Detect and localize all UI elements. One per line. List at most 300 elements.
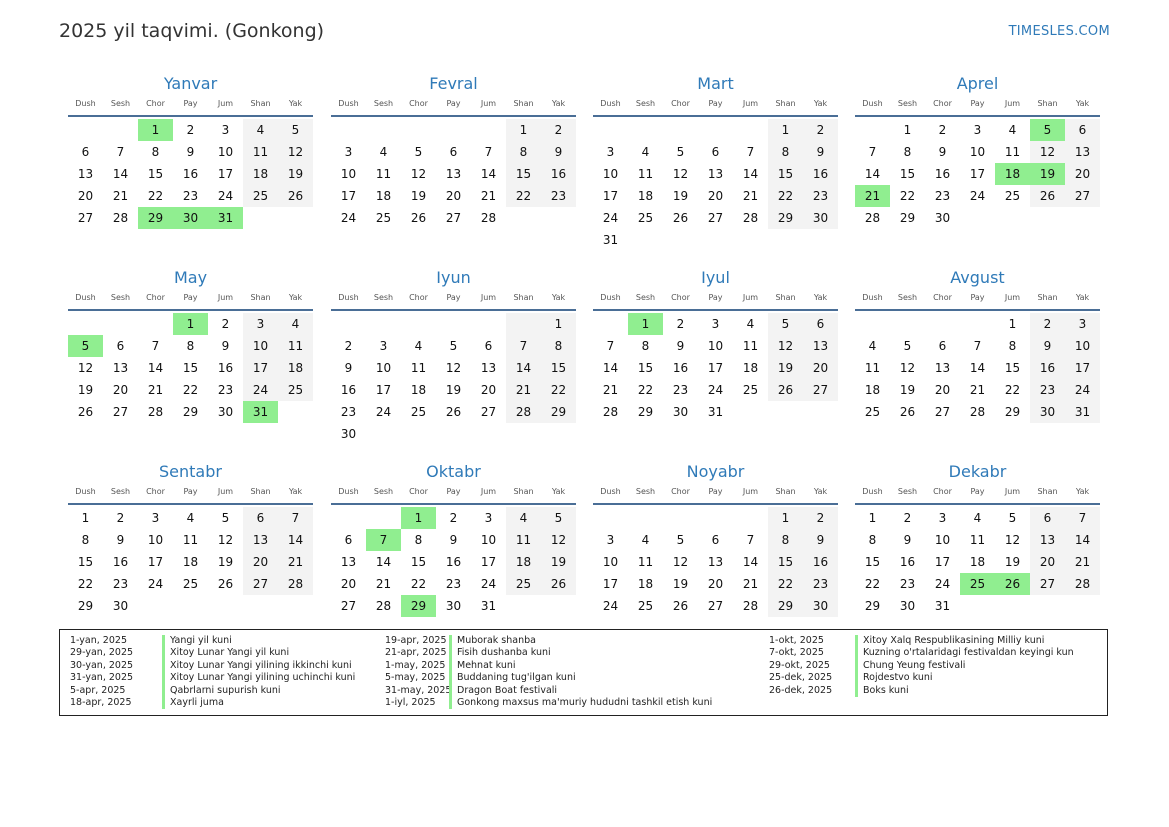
day-cell: 25 [742, 383, 759, 397]
day-cell: 23 [672, 383, 689, 397]
day-grid [68, 119, 313, 229]
weekday-label: Shan [1037, 293, 1058, 302]
day-cell: 28 [278, 573, 313, 595]
holiday-day-cell: 29 [138, 207, 173, 229]
day-cell: 30 [803, 207, 838, 229]
weekday-header [68, 98, 313, 117]
weekday-label: Dush [600, 99, 621, 108]
legend-item [769, 660, 1074, 672]
day-cell: 11 [278, 335, 313, 357]
day-cell: 30 [899, 599, 916, 613]
day-cell: 1 [768, 119, 803, 141]
weekday-label: Dush [75, 293, 96, 302]
day-cell: 16 [934, 167, 951, 181]
weekday-label: Dush [338, 487, 359, 496]
day-cell: 1 [903, 123, 912, 137]
weekday-label: Yak [1075, 99, 1090, 108]
month-name: Iyun [436, 268, 471, 287]
empty-cell [278, 595, 313, 617]
legend-holiday-name: Gonkong maxsus ma'muriy hududni tashkil etish kuni [449, 697, 712, 709]
day-cell: 27 [445, 211, 462, 225]
day-cell: 9 [803, 529, 838, 551]
holiday-day-cell: 26 [995, 573, 1030, 595]
weekday-label: Dush [338, 99, 359, 108]
empty-cell [436, 119, 471, 141]
day-cell: 5 [414, 145, 423, 159]
day-cell: 25 [410, 405, 427, 419]
weekday-label: Chor [146, 293, 165, 302]
empty-cell [733, 507, 768, 529]
day-cell: 24 [217, 189, 234, 203]
day-cell: 10 [243, 335, 278, 357]
empty-cell [366, 313, 401, 335]
day-cell: 13 [1065, 141, 1100, 163]
month-name: Noyabr [686, 462, 745, 481]
day-cell: 6 [484, 339, 493, 353]
day-cell: 3 [221, 123, 230, 137]
day-cell: 12 [1030, 141, 1065, 163]
day-cell: 10 [934, 533, 951, 547]
day-cell: 22 [506, 185, 541, 207]
day-cell: 18 [243, 163, 278, 185]
day-cell: 3 [711, 317, 720, 331]
empty-cell [1065, 207, 1100, 229]
month-name: Dekabr [948, 462, 1007, 481]
day-cell: 31 [934, 599, 951, 613]
day-cell: 20 [934, 383, 951, 397]
legend-holiday-name: Chung Yeung festivali [855, 660, 965, 672]
day-cell: 29 [541, 401, 576, 423]
day-cell: 20 [112, 383, 129, 397]
empty-cell [243, 595, 278, 617]
weekday-label: Jum [1004, 293, 1021, 302]
weekday-label: Chor [409, 487, 428, 496]
empty-cell [278, 207, 313, 229]
day-cell: 21 [1065, 551, 1100, 573]
day-cell: 21 [112, 189, 129, 203]
legend-date: 18-apr, 2025 [70, 696, 132, 708]
day-cell: 2 [116, 511, 125, 525]
holiday-day-cell: 25 [960, 573, 995, 595]
day-cell: 8 [1008, 339, 1017, 353]
legend-item [769, 647, 1074, 659]
legend-item [385, 672, 712, 684]
day-cell: 15 [768, 551, 803, 573]
legend-date: 1-iyl, 2025 [385, 696, 436, 708]
day-cell: 13 [112, 361, 129, 375]
legend-date: 26-dek, 2025 [769, 684, 833, 696]
day-cell: 23 [182, 189, 199, 203]
day-cell: 11 [637, 167, 654, 181]
month-name: May [173, 268, 208, 287]
day-cell: 24 [602, 599, 619, 613]
weekday-label: Pay [183, 293, 198, 302]
day-cell: 6 [938, 339, 947, 353]
legend-date: 31-may, 2025 [385, 684, 452, 696]
day-cell: 2 [938, 123, 947, 137]
day-cell: 28 [864, 211, 881, 225]
day-cell: 25 [506, 573, 541, 595]
day-grid [855, 313, 1100, 423]
weekday-label: Jum [1004, 99, 1021, 108]
holiday-day-cell: 19 [1030, 163, 1065, 185]
day-cell: 2 [803, 119, 838, 141]
month-block [855, 462, 1100, 617]
day-cell: 14 [742, 167, 759, 181]
day-cell: 16 [112, 555, 129, 569]
empty-cell [506, 313, 541, 335]
legend-holiday-name: Buddaning tug'ilgan kuni [449, 672, 576, 684]
day-cell: 14 [375, 555, 392, 569]
day-cell: 1 [868, 511, 877, 525]
day-cell: 24 [602, 211, 619, 225]
legend-date: 19-apr, 2025 [385, 635, 447, 646]
day-cell: 29 [182, 405, 199, 419]
weekday-label: Shan [513, 99, 534, 108]
empty-cell [471, 313, 506, 335]
day-cell: 8 [768, 141, 803, 163]
empty-cell [506, 595, 541, 617]
empty-cell [628, 119, 663, 141]
day-cell: 1 [506, 119, 541, 141]
weekday-label: Yak [1075, 293, 1090, 302]
month-name: Fevral [429, 74, 478, 93]
legend-holiday-name: Qabrlarni supurish kuni [162, 685, 281, 697]
day-grid [855, 507, 1100, 617]
empty-cell [331, 507, 366, 529]
day-cell: 20 [707, 577, 724, 591]
empty-cell [331, 119, 366, 141]
empty-cell [401, 423, 436, 445]
day-cell: 17 [147, 555, 164, 569]
day-cell: 15 [768, 163, 803, 185]
weekday-label: Jum [217, 99, 234, 108]
weekday-label: Dush [862, 99, 883, 108]
weekday-label: Pay [183, 99, 198, 108]
day-cell: 23 [217, 383, 234, 397]
day-cell: 5 [676, 533, 685, 547]
empty-cell [541, 207, 576, 229]
weekday-label: Sesh [110, 293, 131, 302]
legend-holiday-name: Xitoy Xalq Respublikasining Milliy kuni [855, 635, 1044, 647]
day-cell: 24 [480, 577, 497, 591]
day-cell: 24 [147, 577, 164, 591]
legend-holiday-name: Yangi yil kuni [162, 635, 232, 647]
legend-item [70, 635, 355, 647]
day-cell: 22 [77, 577, 94, 591]
weekday-label: Dush [338, 293, 359, 302]
weekday-label: Sesh [635, 293, 656, 302]
day-cell: 17 [1065, 357, 1100, 379]
day-cell: 31 [480, 599, 497, 613]
day-cell: 13 [707, 167, 724, 181]
day-cell: 17 [340, 189, 357, 203]
day-cell: 6 [81, 145, 90, 159]
day-cell: 10 [480, 533, 497, 547]
legend-date: 1-may, 2025 [385, 659, 446, 671]
day-cell: 29 [77, 599, 94, 613]
weekday-label: Jum [217, 487, 234, 496]
empty-cell [855, 119, 890, 141]
day-cell: 23 [934, 189, 951, 203]
day-cell: 21 [375, 577, 392, 591]
day-cell: 4 [746, 317, 755, 331]
legend-holiday-name: Xayrli juma [162, 697, 224, 709]
day-cell: 6 [711, 533, 720, 547]
day-cell: 27 [243, 573, 278, 595]
day-cell: 26 [1030, 185, 1065, 207]
weekday-label: Chor [671, 99, 690, 108]
empty-cell [960, 207, 995, 229]
day-cell: 12 [768, 335, 803, 357]
day-cell: 26 [899, 405, 916, 419]
empty-cell [663, 229, 698, 251]
day-cell: 6 [711, 145, 720, 159]
empty-cell [925, 313, 960, 335]
empty-cell [366, 423, 401, 445]
day-cell: 31 [1065, 401, 1100, 423]
weekday-label: Dush [75, 99, 96, 108]
day-cell: 12 [410, 167, 427, 181]
day-cell: 25 [375, 211, 392, 225]
day-cell: 17 [243, 357, 278, 379]
day-cell: 31 [707, 405, 724, 419]
day-cell: 11 [375, 167, 392, 181]
holiday-day-cell: 31 [243, 401, 278, 423]
holiday-day-cell: 5 [1030, 119, 1065, 141]
month-block [593, 74, 838, 251]
day-cell: 9 [344, 361, 353, 375]
day-cell: 27 [1030, 573, 1065, 595]
day-cell: 16 [899, 555, 916, 569]
day-cell: 26 [77, 405, 94, 419]
day-cell: 20 [480, 383, 497, 397]
legend-date: 5-may, 2025 [385, 672, 446, 684]
month-block [331, 462, 576, 617]
day-cell: 23 [445, 577, 462, 591]
day-cell: 7 [151, 339, 160, 353]
day-cell: 8 [641, 339, 650, 353]
day-cell: 7 [1065, 507, 1100, 529]
weekday-label: Jum [217, 293, 234, 302]
day-cell: 17 [480, 555, 497, 569]
day-cell: 29 [864, 599, 881, 613]
brand-link[interactable]: TIMESLES.COM [1008, 24, 1110, 39]
weekday-label: Jum [480, 487, 497, 496]
empty-cell [471, 423, 506, 445]
day-cell: 9 [221, 339, 230, 353]
day-cell: 19 [672, 577, 689, 591]
day-cell: 13 [445, 167, 462, 181]
day-cell: 30 [934, 211, 951, 225]
empty-cell [995, 207, 1030, 229]
empty-cell [698, 507, 733, 529]
day-cell: 12 [672, 555, 689, 569]
day-cell: 12 [1004, 533, 1021, 547]
weekday-label: Yak [813, 487, 828, 496]
day-cell: 16 [340, 383, 357, 397]
day-cell: 23 [541, 185, 576, 207]
day-cell: 28 [969, 405, 986, 419]
month-name: Oktabr [426, 462, 481, 481]
weekday-label: Yak [813, 293, 828, 302]
legend-item [385, 660, 712, 672]
day-cell: 22 [182, 383, 199, 397]
day-cell: 21 [742, 577, 759, 591]
day-grid [331, 313, 576, 445]
weekday-header [855, 292, 1100, 311]
empty-cell [803, 401, 838, 423]
day-cell: 7 [746, 145, 755, 159]
day-cell: 26 [768, 379, 803, 401]
day-cell: 4 [379, 145, 388, 159]
empty-cell [173, 595, 208, 617]
day-cell: 20 [77, 189, 94, 203]
weekday-label: Sesh [897, 99, 918, 108]
day-cell: 16 [672, 361, 689, 375]
weekday-label: Chor [933, 99, 952, 108]
day-cell: 28 [742, 599, 759, 613]
legend-item [385, 647, 712, 659]
day-cell: 18 [969, 555, 986, 569]
day-cell: 17 [969, 167, 986, 181]
month-block [68, 74, 313, 229]
day-cell: 30 [672, 405, 689, 419]
day-grid [593, 507, 838, 617]
day-cell: 17 [602, 189, 619, 203]
day-cell: 18 [864, 383, 881, 397]
month-block [593, 462, 838, 617]
empty-cell [733, 401, 768, 423]
empty-cell [103, 119, 138, 141]
weekday-label: Chor [146, 487, 165, 496]
day-cell: 6 [803, 313, 838, 335]
legend-date: 25-dek, 2025 [769, 672, 833, 684]
day-cell: 22 [147, 189, 164, 203]
day-cell: 30 [803, 595, 838, 617]
weekday-label: Yak [551, 293, 566, 302]
day-cell: 25 [182, 577, 199, 591]
day-cell: 29 [768, 207, 803, 229]
empty-cell [890, 313, 925, 335]
day-cell: 8 [81, 533, 90, 547]
month-block [68, 268, 313, 423]
weekday-label: Chor [933, 293, 952, 302]
day-cell: 17 [375, 383, 392, 397]
day-cell: 22 [541, 379, 576, 401]
day-cell: 2 [541, 119, 576, 141]
legend-holiday-name: Boks kuni [855, 685, 909, 697]
day-cell: 4 [278, 313, 313, 335]
weekday-header [68, 486, 313, 505]
empty-cell [960, 313, 995, 335]
day-cell: 15 [506, 163, 541, 185]
legend-date: 29-yan, 2025 [70, 647, 134, 659]
legend-holiday-name: Xitoy Lunar Yangi yilining ikkinchi kuni [162, 660, 352, 672]
day-cell: 17 [602, 577, 619, 591]
legend-item [769, 635, 1074, 647]
day-cell: 24 [375, 405, 392, 419]
day-cell: 14 [278, 529, 313, 551]
day-cell: 14 [969, 361, 986, 375]
day-cell: 15 [1004, 361, 1021, 375]
empty-cell [698, 119, 733, 141]
day-cell: 30 [217, 405, 234, 419]
weekday-label: Shan [250, 99, 271, 108]
day-cell: 4 [641, 533, 650, 547]
day-cell: 28 [602, 405, 619, 419]
empty-cell [733, 229, 768, 251]
holiday-day-cell: 18 [995, 163, 1030, 185]
weekday-header [68, 292, 313, 311]
day-cell: 20 [243, 551, 278, 573]
day-cell: 22 [899, 189, 916, 203]
empty-cell [278, 401, 313, 423]
month-block [331, 74, 576, 229]
weekday-label: Yak [288, 487, 303, 496]
day-cell: 8 [186, 339, 195, 353]
day-cell: 5 [449, 339, 458, 353]
day-cell: 15 [899, 167, 916, 181]
day-cell: 13 [934, 361, 951, 375]
day-cell: 13 [707, 555, 724, 569]
legend-holiday-name: Mehnat kuni [449, 660, 516, 672]
empty-cell [768, 229, 803, 251]
day-cell: 13 [243, 529, 278, 551]
day-cell: 27 [934, 405, 951, 419]
month-name: Iyul [701, 268, 730, 287]
day-cell: 1 [541, 313, 576, 335]
day-cell: 27 [1065, 185, 1100, 207]
empty-cell [698, 229, 733, 251]
day-cell: 2 [449, 511, 458, 525]
weekday-label: Shan [775, 293, 796, 302]
day-cell: 8 [868, 533, 877, 547]
day-cell: 12 [672, 167, 689, 181]
day-cell: 13 [480, 361, 497, 375]
day-cell: 21 [147, 383, 164, 397]
day-cell: 27 [340, 599, 357, 613]
day-cell: 25 [637, 211, 654, 225]
day-cell: 3 [344, 145, 353, 159]
day-cell: 19 [1004, 555, 1021, 569]
day-cell: 30 [112, 599, 129, 613]
day-cell: 10 [375, 361, 392, 375]
day-cell: 19 [672, 189, 689, 203]
weekday-label: Jum [480, 293, 497, 302]
holiday-legend [59, 629, 1108, 716]
day-cell: 9 [903, 533, 912, 547]
day-cell: 5 [541, 507, 576, 529]
holiday-day-cell: 1 [628, 313, 663, 335]
day-cell: 6 [1065, 119, 1100, 141]
weekday-label: Dush [862, 293, 883, 302]
holiday-day-cell: 29 [401, 595, 436, 617]
day-cell: 25 [864, 405, 881, 419]
weekday-label: Sesh [373, 487, 394, 496]
weekday-label: Sesh [635, 99, 656, 108]
day-cell: 23 [340, 405, 357, 419]
month-name: Avgust [950, 268, 1005, 287]
weekday-label: Pay [446, 487, 461, 496]
month-block [331, 268, 576, 445]
day-cell: 2 [903, 511, 912, 525]
weekday-label: Sesh [635, 487, 656, 496]
empty-cell [1065, 595, 1100, 617]
weekday-label: Chor [933, 487, 952, 496]
month-name: Yanvar [163, 74, 218, 93]
day-cell: 10 [147, 533, 164, 547]
